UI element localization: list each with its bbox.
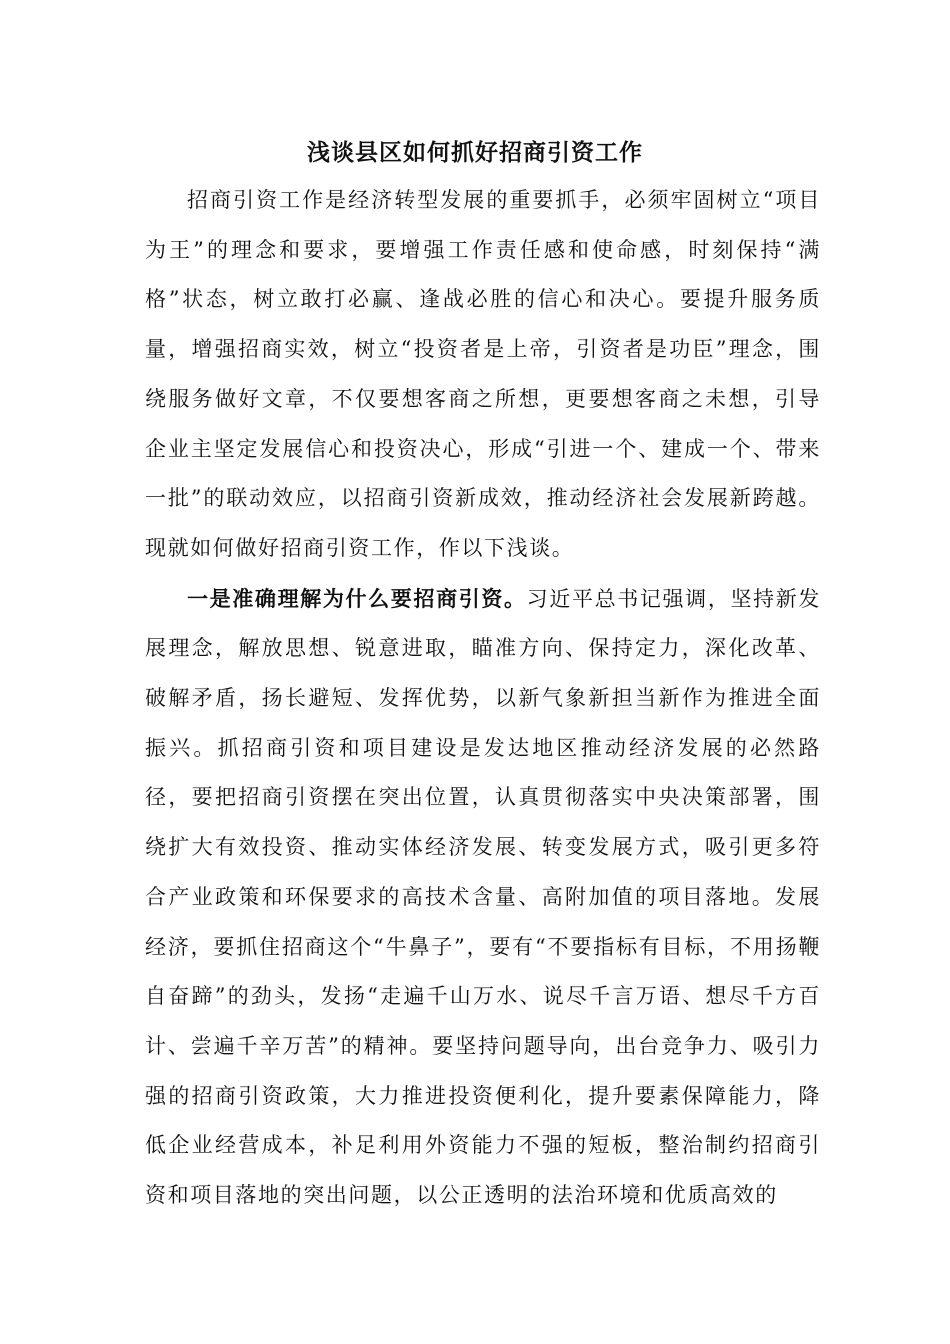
document-body	[145, 176, 821, 1221]
document-title: 浅谈县区如何抓好招商引资工作	[307, 139, 643, 166]
paragraph-text: 招商引资工作是经济转型发展的重要抓手，必须牢固树立“项目为王”的理念和要求，要增强工作责任感和使命感，时刻保持“满格”状态，树立敢打必赢、逢战必胜的信心和决心。要提升服务质量，增强招商实效，树立“投资者是上帝，引资者是功臣”理念，围绕服务做好文章，不仅要想客商之所想，更要想客商之未想，引导企业主坚定发展信心和投资决心，形成“引进一个、建成一个、带来一批”的联动效应，以招商引资新成效，推动经济社会发展新跨越。现就如何做好招商引资工作，作以下浅谈。	[145, 188, 821, 560]
paragraph-lead-heading: 一是准确理解为什么要招商引资。	[187, 585, 527, 611]
paragraph-text: 习近平总书记强调，坚持新发展理念，解放思想、锐意进取，瞄准方向、保持定力，深化改革、破解矛盾，扬长避短、发挥优势，以新气象新担当新作为推进全面振兴。抓招商引资和项目建设是发达地区推动经济发展的必然路径，要把招商引资摆在突出位置，认真贯彻落实中央决策部署，围绕扩大有效投资、推动实体经济发展、转变发展方式，吸引更多符合产业政策和环保要求的高技术含量、高附加值的项目落地。发展经济，要抓住招商这个“牛鼻子”，要有“不要指标有目标，不用扬鞭自奋蹄”的劲头，发扬“走遍千山万水、说尽千言万语、想尽千方百计、尝遍千辛万苦”的精神。要坚持问题导向，出台竞争力、吸引力强的招商引资政策，大力推进投资便利化，提升要素保障能力，降低企业经营成本，补足利用外资能力不强的短板，整治制约招商引资和项目落地的突出问题，以公正透明的法治环境和优质高效的	[145, 586, 821, 1208]
paragraph-intro	[145, 176, 821, 574]
paragraph-section-one	[145, 574, 821, 1221]
